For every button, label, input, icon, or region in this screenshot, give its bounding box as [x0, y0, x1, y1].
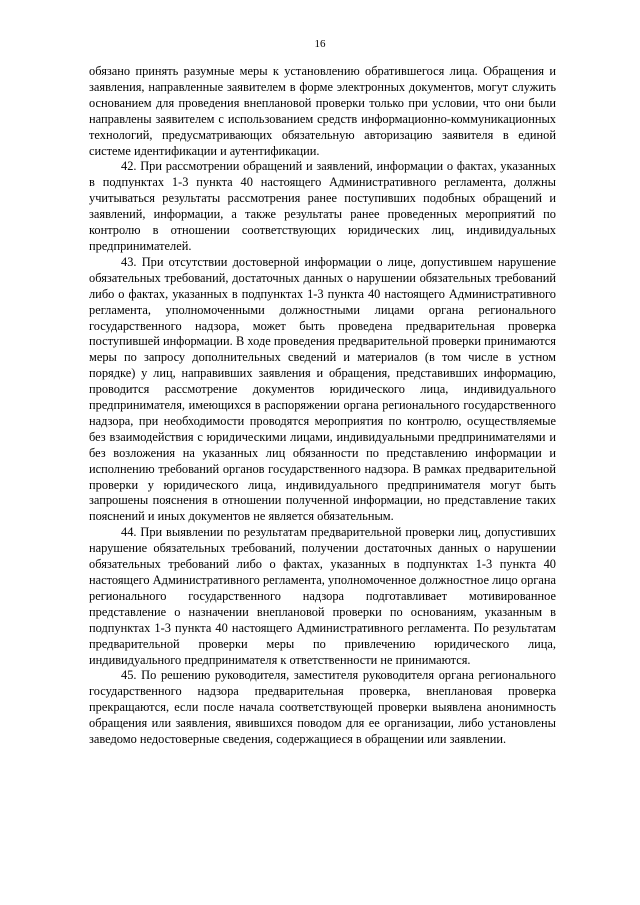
paragraph-45: 45. По решению руководителя, заместителя руководителя органа регионального государственного надзора предварительная проверка, внеплановая проверка прекращаются, если после начала соответствующей проверки выявлена анонимность обращения или заявления, явившихся поводом для ее организации, либо установлены заведомо недостоверные сведения, содержащиеся в обращении или заявлении. — [89, 668, 556, 747]
paragraph-43: 43. При отсутствии достоверной информации о лице, допустившем нарушение обязательных требований, достаточных данных о нарушении обязательных требований либо о фактах, указанных в подпунктах 1-3 пункта 40 настоящего Административного регламента, уполномоченными должностными лицами органа регионального государственного надзора, может быть проведена предварительная проверка поступившей информации. В ходе проведения предварительной проверки принимаются меры по запросу дополнительных сведений и материалов (в том числе в устном порядке) у лиц, направивших заявления и обращения, представивших информацию, проводится рассмотрение документов юридического лица, индивидуального предпринимателя, имеющихся в распоряжении органа регионального государственного надзора, при необходимости проводятся мероприятия по контролю, осуществляемые без взаимодействия с юридическими лицами, индивидуальными предпринимателями и без возложения на указанных лиц обязанности по представлению информации и исполнению требований органов государственного надзора. В рамках предварительной проверки у юридического лица, индивидуального предпринимателя могут быть запрошены пояснения в отношении полученной информации, но представление таких пояснений и иных документов не является обязательным. — [89, 254, 556, 524]
paragraph-42: 42. При рассмотрении обращений и заявлений, информации о фактах, указанных в подпунктах 1-3 пункта 40 настоящего Административного регламента, должны учитываться результаты рассмотрения ранее поступивших подобных обращений и заявлений, информации, а также результаты ранее проведенных мероприятий по контролю в отношении соответствующих юридических лиц, индивидуальных предпринимателей. — [89, 159, 556, 253]
paragraph-continuation: обязано принять разумные меры к установлению обратившегося лица. Обращения и заявления, направленные заявителем в форме электронных документов, могут служить основанием для проведения внеплановой проверки только при условии, что они были направлены заявителем с использованием средств информационно-коммуникационных технологий, предусматривающих обязательную авторизацию заявителя в единой системе идентификации и аутентификации. — [89, 64, 556, 158]
document-body — [89, 64, 556, 748]
paragraph-44: 44. При выявлении по результатам предварительной проверки лиц, допустивших нарушение обязательных требований, получении достаточных данных о нарушении обязательных требований либо о фактах, указанных в подпунктах 1-3 пункта 40 настоящего Административного регламента, уполномоченное должностное лицо органа регионального государственного надзора подготавливает мотивированное представление о назначении внеплановой проверки по основаниям, указанным в подпунктах 1-3 пункта 40 настоящего Административного регламента. По результатам предварительной проверки меры по привлечению юридического лица, индивидуального предпринимателя к ответственности не принимаются. — [89, 525, 556, 667]
page-number: 16 — [314, 38, 326, 50]
